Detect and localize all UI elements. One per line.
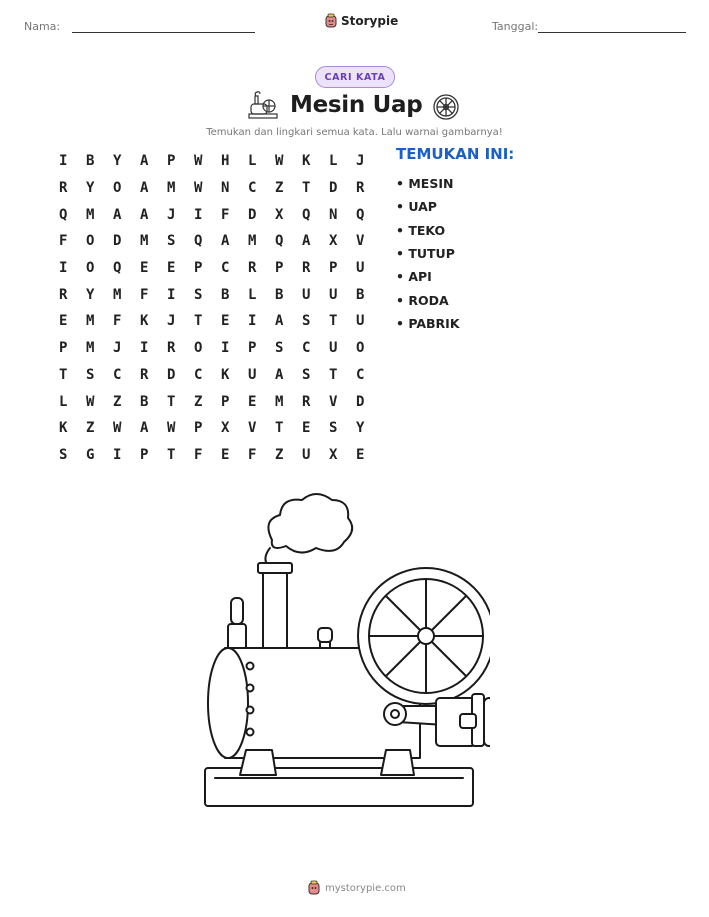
- grid-letter[interactable]: M: [113, 286, 122, 303]
- grid-letter[interactable]: S: [329, 420, 338, 437]
- grid-letter[interactable]: A: [275, 313, 284, 330]
- grid-letter[interactable]: D: [167, 366, 176, 383]
- grid-letter[interactable]: Q: [194, 233, 203, 250]
- grid-letter[interactable]: X: [329, 446, 338, 463]
- grid-letter[interactable]: E: [140, 260, 149, 277]
- steam-engine-icon: [247, 90, 279, 122]
- storypie-mascot-icon: [324, 13, 338, 29]
- grid-letter[interactable]: V: [356, 233, 365, 250]
- grid-letter[interactable]: I: [248, 313, 257, 330]
- grid-letter[interactable]: W: [167, 420, 176, 437]
- grid-letter[interactable]: T: [167, 393, 176, 410]
- grid-letter[interactable]: T: [167, 446, 176, 463]
- grid-letter[interactable]: D: [356, 393, 365, 410]
- grid-letter[interactable]: C: [221, 260, 230, 277]
- grid-letter[interactable]: R: [59, 286, 68, 303]
- grid-letter[interactable]: I: [167, 286, 176, 303]
- grid-letter[interactable]: L: [248, 286, 257, 303]
- grid-letter[interactable]: S: [275, 340, 284, 357]
- grid-letter[interactable]: B: [275, 286, 284, 303]
- grid-letter[interactable]: R: [302, 393, 311, 410]
- word-list: [396, 172, 460, 335]
- grid-letter[interactable]: U: [302, 286, 311, 303]
- grid-letter[interactable]: E: [356, 446, 365, 463]
- grid-letter[interactable]: R: [248, 260, 257, 277]
- grid-letter[interactable]: C: [356, 366, 365, 383]
- grid-letter[interactable]: R: [302, 260, 311, 277]
- grid-letter[interactable]: E: [167, 260, 176, 277]
- grid-letter[interactable]: A: [140, 153, 149, 170]
- grid-letter[interactable]: Z: [275, 446, 284, 463]
- grid-letter[interactable]: Y: [86, 180, 95, 197]
- storypie-mascot-icon: [307, 880, 321, 896]
- puzzle-type-badge: CARI KATA: [315, 66, 395, 88]
- grid-letter[interactable]: U: [356, 260, 365, 277]
- grid-letter[interactable]: W: [194, 180, 203, 197]
- grid-letter[interactable]: M: [86, 340, 95, 357]
- grid-letter[interactable]: U: [329, 286, 338, 303]
- word-item: • PABRIK: [396, 315, 460, 331]
- wheel-icon: [432, 93, 460, 121]
- grid-letter[interactable]: I: [59, 153, 68, 170]
- grid-letter[interactable]: A: [221, 233, 230, 250]
- word-item: • TEKO: [396, 222, 446, 238]
- grid-letter[interactable]: I: [221, 340, 230, 357]
- grid-letter[interactable]: Q: [275, 233, 284, 250]
- grid-letter[interactable]: C: [194, 366, 203, 383]
- grid-letter[interactable]: P: [275, 260, 284, 277]
- grid-letter[interactable]: N: [221, 180, 230, 197]
- date-label: Tanggal:: [492, 20, 539, 33]
- grid-letter[interactable]: O: [113, 180, 122, 197]
- letter-grid[interactable]: [59, 148, 383, 468]
- grid-letter[interactable]: S: [194, 286, 203, 303]
- grid-letter[interactable]: N: [329, 206, 338, 223]
- steam-engine-drawing[interactable]: [190, 485, 490, 810]
- grid-letter[interactable]: P: [329, 260, 338, 277]
- grid-letter[interactable]: F: [140, 286, 149, 303]
- grid-letter[interactable]: P: [59, 340, 68, 357]
- grid-letter[interactable]: P: [248, 340, 257, 357]
- word-item: • MESIN: [396, 176, 454, 192]
- grid-letter[interactable]: C: [113, 366, 122, 383]
- name-label: Nama:: [24, 20, 61, 33]
- grid-letter[interactable]: F: [248, 446, 257, 463]
- grid-letter[interactable]: Q: [302, 206, 311, 223]
- word-list-title: TEMUKAN INI:: [396, 145, 515, 163]
- grid-letter[interactable]: O: [86, 233, 95, 250]
- grid-letter[interactable]: Q: [59, 206, 68, 223]
- grid-letter[interactable]: D: [248, 206, 257, 223]
- grid-letter[interactable]: O: [86, 260, 95, 277]
- grid-letter[interactable]: K: [140, 313, 149, 330]
- grid-letter[interactable]: E: [59, 313, 68, 330]
- grid-letter[interactable]: S: [167, 233, 176, 250]
- grid-letter[interactable]: Q: [113, 260, 122, 277]
- grid-letter[interactable]: E: [221, 313, 230, 330]
- grid-letter[interactable]: E: [221, 446, 230, 463]
- grid-letter[interactable]: A: [275, 366, 284, 383]
- grid-letter[interactable]: U: [248, 366, 257, 383]
- instructions: Temukan dan lingkari semua kata. Lalu warnai gambarnya!: [206, 127, 503, 138]
- grid-letter[interactable]: J: [113, 340, 122, 357]
- grid-letter[interactable]: A: [140, 420, 149, 437]
- grid-letter[interactable]: F: [221, 206, 230, 223]
- grid-letter[interactable]: U: [329, 340, 338, 357]
- brand-name: Storypie: [341, 14, 399, 28]
- grid-letter[interactable]: D: [329, 180, 338, 197]
- grid-letter[interactable]: S: [59, 446, 68, 463]
- grid-letter[interactable]: M: [86, 313, 95, 330]
- grid-letter[interactable]: B: [86, 153, 95, 170]
- grid-letter[interactable]: T: [275, 420, 284, 437]
- grid-letter[interactable]: X: [329, 233, 338, 250]
- grid-letter[interactable]: R: [167, 340, 176, 357]
- grid-letter[interactable]: F: [194, 446, 203, 463]
- grid-letter[interactable]: M: [167, 180, 176, 197]
- grid-letter[interactable]: A: [302, 233, 311, 250]
- grid-letter[interactable]: P: [140, 446, 149, 463]
- grid-letter[interactable]: A: [140, 180, 149, 197]
- grid-letter[interactable]: Y: [86, 286, 95, 303]
- grid-letter[interactable]: H: [221, 153, 230, 170]
- grid-letter[interactable]: C: [248, 180, 257, 197]
- name-line[interactable]: [72, 32, 255, 33]
- date-line[interactable]: [538, 32, 686, 33]
- grid-letter[interactable]: Q: [356, 206, 365, 223]
- grid-letter[interactable]: I: [140, 340, 149, 357]
- grid-letter[interactable]: A: [140, 206, 149, 223]
- grid-letter[interactable]: T: [329, 366, 338, 383]
- grid-letter[interactable]: P: [194, 260, 203, 277]
- grid-letter[interactable]: J: [167, 206, 176, 223]
- grid-letter[interactable]: Z: [86, 420, 95, 437]
- grid-letter[interactable]: Z: [113, 393, 122, 410]
- grid-letter[interactable]: T: [329, 313, 338, 330]
- grid-letter[interactable]: S: [302, 366, 311, 383]
- grid-letter[interactable]: Y: [356, 420, 365, 437]
- grid-letter[interactable]: W: [194, 153, 203, 170]
- grid-letter[interactable]: L: [59, 393, 68, 410]
- word-item: • API: [396, 269, 432, 285]
- grid-letter[interactable]: R: [140, 366, 149, 383]
- grid-letter[interactable]: F: [59, 233, 68, 250]
- brand-logo: [324, 13, 398, 29]
- footer-url: mystorypie.com: [325, 882, 406, 894]
- grid-letter[interactable]: Y: [113, 153, 122, 170]
- grid-letter[interactable]: I: [194, 206, 203, 223]
- grid-letter[interactable]: T: [194, 313, 203, 330]
- grid-letter[interactable]: T: [302, 180, 311, 197]
- grid-letter[interactable]: D: [113, 233, 122, 250]
- grid-letter[interactable]: O: [356, 340, 365, 357]
- word-item: • TUTUP: [396, 246, 455, 262]
- grid-letter[interactable]: W: [275, 153, 284, 170]
- grid-letter[interactable]: C: [302, 340, 311, 357]
- grid-letter[interactable]: L: [329, 153, 338, 170]
- grid-letter[interactable]: E: [248, 393, 257, 410]
- word-item: • RODA: [396, 292, 449, 308]
- grid-letter[interactable]: Z: [194, 393, 203, 410]
- grid-letter[interactable]: U: [356, 313, 365, 330]
- grid-letter[interactable]: J: [167, 313, 176, 330]
- grid-letter[interactable]: P: [221, 393, 230, 410]
- grid-letter[interactable]: W: [113, 420, 122, 437]
- grid-letter[interactable]: R: [59, 180, 68, 197]
- grid-letter[interactable]: P: [167, 153, 176, 170]
- grid-letter[interactable]: U: [302, 446, 311, 463]
- grid-letter[interactable]: M: [86, 206, 95, 223]
- footer: [307, 880, 406, 896]
- grid-letter[interactable]: M: [140, 233, 149, 250]
- grid-letter[interactable]: L: [248, 153, 257, 170]
- grid-letter[interactable]: O: [194, 340, 203, 357]
- grid-letter[interactable]: V: [329, 393, 338, 410]
- grid-letter[interactable]: S: [302, 313, 311, 330]
- grid-letter[interactable]: M: [248, 233, 257, 250]
- grid-letter[interactable]: T: [59, 366, 68, 383]
- page-title: Mesin Uap: [290, 92, 423, 118]
- grid-letter[interactable]: X: [221, 420, 230, 437]
- grid-letter[interactable]: V: [248, 420, 257, 437]
- grid-letter[interactable]: I: [113, 446, 122, 463]
- grid-letter[interactable]: K: [221, 366, 230, 383]
- grid-letter[interactable]: J: [356, 153, 365, 170]
- grid-letter[interactable]: B: [356, 286, 365, 303]
- grid-letter[interactable]: Z: [275, 180, 284, 197]
- grid-letter[interactable]: M: [275, 393, 284, 410]
- grid-letter[interactable]: K: [302, 153, 311, 170]
- grid-letter[interactable]: S: [86, 366, 95, 383]
- grid-letter[interactable]: W: [86, 393, 95, 410]
- grid-letter[interactable]: B: [221, 286, 230, 303]
- grid-letter[interactable]: P: [194, 420, 203, 437]
- grid-letter[interactable]: A: [113, 206, 122, 223]
- grid-letter[interactable]: X: [275, 206, 284, 223]
- grid-letter[interactable]: E: [302, 420, 311, 437]
- word-item: • UAP: [396, 199, 437, 215]
- grid-letter[interactable]: R: [356, 180, 365, 197]
- grid-letter[interactable]: I: [59, 260, 68, 277]
- grid-letter[interactable]: B: [140, 393, 149, 410]
- grid-letter[interactable]: G: [86, 446, 95, 463]
- grid-letter[interactable]: K: [59, 420, 68, 437]
- grid-letter[interactable]: F: [113, 313, 122, 330]
